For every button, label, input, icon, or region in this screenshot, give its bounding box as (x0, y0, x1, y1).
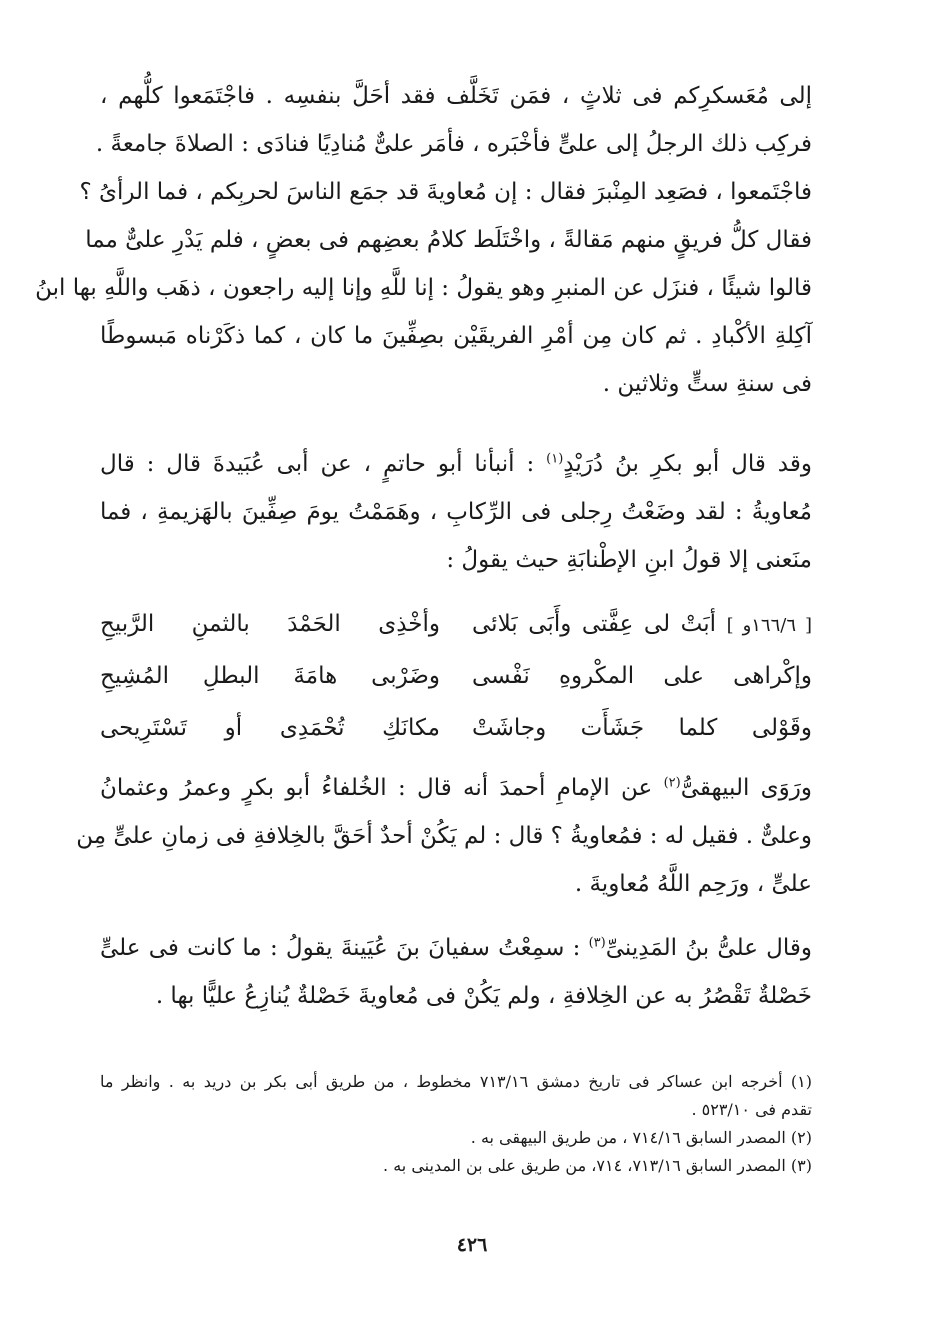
text-line (100, 764, 812, 812)
text-segment: وقال علىُّ بنُ المَدِينىِّ (605, 935, 812, 961)
text-line: آكِلةِ الأكْبادِ . ثم كان مِن أمْرِ الفريقَيْن بصِفِّينَ ما كان ، كما ذكَرْناه مَبسوطًا (100, 323, 812, 349)
poem-verse (100, 598, 812, 650)
footnotes (100, 1068, 812, 1180)
text-line: فاجْتَمعوا ، فصَعِد المِنْبرَ فقال : إن مُعاويةَ قد جمَع الناسَ لحربِكم ، فما الرأىُ ؟ (79, 179, 812, 205)
footnote-marker: (١) (546, 451, 564, 467)
text-line: إلى مُعَسكرِكم فى ثلاثٍ ، فمَن تَخَلَّف فقد أحَلَّ بنفسِه . فاجْتَمَعوا كلُّهم ، (100, 83, 812, 109)
text-segment: وقد قال أبو بكرِ بنُ دُرَيْدٍ (563, 451, 812, 477)
text-segment: عن الإمامِ أحمدَ أنه قال : الخُلفاءُ أبو بكرٍ وعمرُ وعثمانُ (100, 775, 664, 801)
text-line: فركِب ذلك الرجلُ إلى علىٍّ فأخْبَره ، فأمَر علىٌّ مُنادِيًا فنادَى : الصلاةَ جامعةً . (95, 131, 812, 157)
footnote-marker: (٢) (663, 775, 681, 791)
page-number: ٤٢٦ (456, 1234, 488, 1256)
footnote-line: (١) أخرجه ابن عساكر فى تاريخ دمشق ٧١٣/١٦ مخطوط ، من طريق أبى بكر بن دريد به . وانظر ما (100, 1072, 813, 1091)
text-line (100, 440, 812, 488)
manuscript-reference: [ ١٦٦/٦و ] (726, 615, 813, 636)
text-segment: : سمِعْتُ سفيانَ بنَ عُيَينةَ يقولُ : ما كانت فى علىٍّ (100, 935, 589, 961)
paragraph-2 (100, 440, 812, 584)
text-line (100, 924, 812, 972)
text-line: فقال كلُّ فريقٍ منهم مَقالةً ، واخْتَلَط كلامُ بعضِهم فى بعضٍ ، فلم يَدْرِ علىٌّ مما (85, 227, 812, 253)
verse-second-hemistich: مكانَكِ تُحْمَدِى أو تَسْتَرِيحى (100, 715, 440, 741)
footnote-marker: (٣) (588, 935, 606, 951)
paragraph-1 (35, 72, 812, 408)
paragraph-4 (100, 924, 812, 1020)
text-line: فى سنةِ ستٍّ وثلاثين . (602, 371, 812, 397)
verse-second-hemistich: وضَرْبى هامَةَ البطلِ المُشِيحِ (100, 663, 440, 689)
poem (100, 598, 812, 754)
text-line: علىٍّ ، ورَحِم اللَّهُ مُعاويةَ . (574, 871, 812, 897)
verse-first-hemistich (472, 598, 812, 650)
text-line: وعلىٌّ . فقيل له : فمُعاويةُ ؟ قال : لم يَكُنْ أحدٌ أحَقَّ بالخِلافةِ فى زمانِ علىٍّ مِن (76, 823, 812, 849)
text-line: خَصْلةٌ تَقْصُرُ به عن الخِلافةِ ، ولم يَكُنْ فى مُعاويةَ خَصْلةٌ يُنازِعُ عليًّا بها . (155, 983, 812, 1009)
text-line: مُعاويةُ : لقد وضَعْتُ رِجلى فى الرِّكابِ ، وهَمَمْتُ يومَ صِفِّينَ بالهَزيمةِ ، فما (100, 499, 812, 525)
footnote-line: (٣) المصدر السابق ٧١٣/١٦، ٧١٤، من طريق على بن المدينى به . (383, 1156, 812, 1175)
hemistich-text: أبَتْ لى عِفَّتى وأَبَى بَلائى (472, 611, 717, 637)
footnote-line: تقدم فى ٥٢٣/١٠ . (691, 1100, 812, 1119)
poem-verse (100, 702, 812, 754)
verse-second-hemistich: وأخْذِى الحَمْدَ بالثمنِ الرَّبيحِ (100, 611, 440, 637)
text-line: منَعنى إلا قولُ ابنِ الإطْنابَةِ حيث يقولُ : (446, 547, 812, 573)
verse-first-hemistich: وإكْراهى على المكْروهِ نَفْسى (472, 663, 812, 689)
text-line: قالوا شيئًا ، فنزَل عن المنبرِ وهو يقولُ : إنا للَّهِ وإنا إليه راجعون ، ذهَب واللَّهِ بها ابنُ (35, 275, 812, 301)
text-segment: ورَوَى البيهقىُّ (680, 775, 812, 801)
verse-first-hemistich: وقَوْلى كلما جَشَأَت وجاشَتْ (472, 715, 812, 741)
footnote-line: (٢) المصدر السابق ٧١٤/١٦ ، من طريق البيهقى به . (470, 1128, 812, 1147)
poem-verse (100, 650, 812, 702)
paragraph-3 (76, 764, 812, 908)
text-segment: : أنبأنا أبو حاتمٍ ، عن أبى عُبَيدةَ قال : قال (100, 451, 547, 477)
